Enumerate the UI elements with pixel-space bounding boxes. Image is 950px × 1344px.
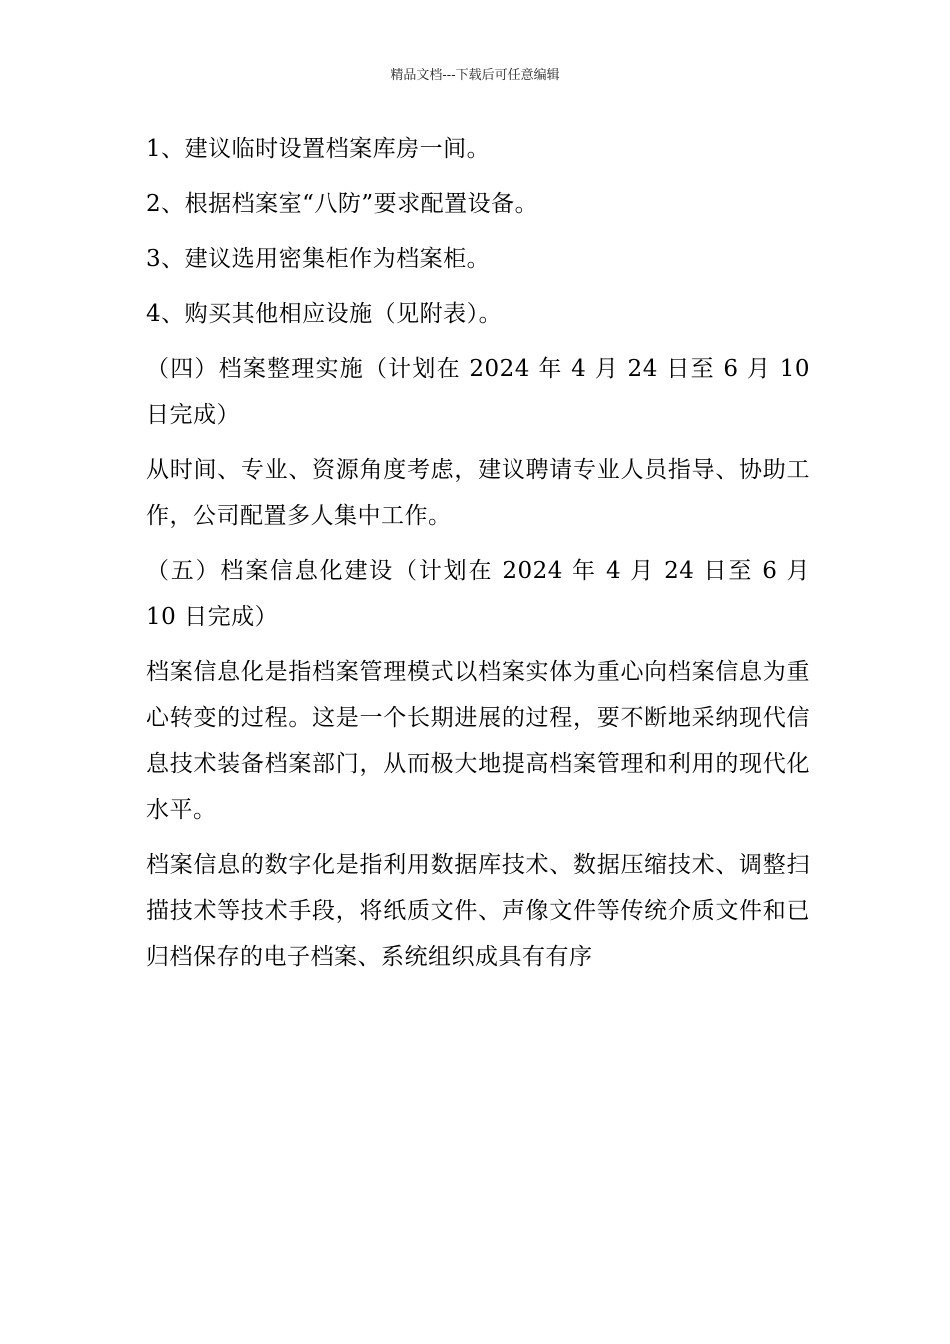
page-header: 精品文档---下载后可任意编辑: [390, 68, 560, 83]
document-body: [146, 126, 810, 989]
list-item-4: 4、购买其他相应设施（见附表）。: [146, 301, 503, 327]
list-item-2: 2、根据档案室“八防”要求配置设备。: [146, 191, 539, 217]
paragraph: 档案信息的数字化是指利用数据库技术、数据压缩技术、调整扫描技术等技术手段，将纸质文件、声像文件等传统介质文件和已归档保存的电子档案、系统组织成具有有序: [146, 852, 810, 970]
list-item-3: 3、建议选用密集柜作为档案柜。: [146, 246, 491, 272]
paragraph: 档案信息化是指档案管理模式以档案实体为重心向档案信息为重心转变的过程。这是一个长期进展的过程，要不断地采纳现代信息技术装备档案部门，从而极大地提高档案管理和利用的现代化水平。: [146, 659, 810, 823]
list-item-1: 1、建议临时设置档案库房一间。: [146, 136, 491, 162]
section-heading-5: （五）档案信息化建设（计划在 2024 年 4 月 24 日至 6 月 10 日完成）: [146, 558, 810, 630]
paragraph: 从时间、专业、资源角度考虑，建议聘请专业人员指导、协助工作，公司配置多人集中工作。: [146, 457, 810, 529]
section-heading-4: （四）档案整理实施（计划在 2024 年 4 月 24 日至 6 月 10 日完成）: [146, 356, 810, 428]
